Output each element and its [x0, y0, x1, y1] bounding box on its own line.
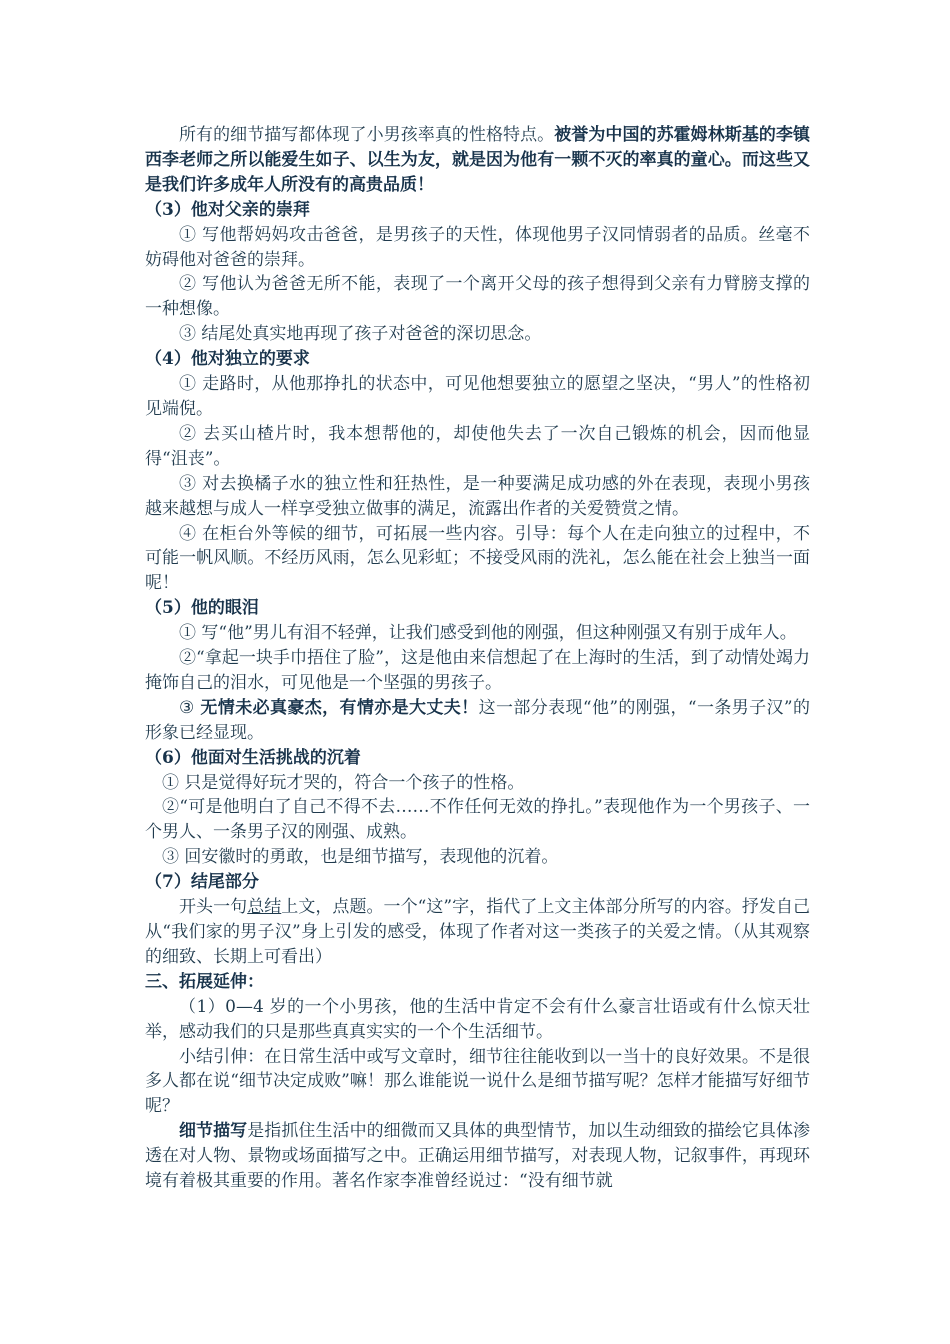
s3-item-3: ③ 结尾处真实地再现了孩子对爸爸的深切思念。: [179, 324, 542, 345]
section-heading-7: （7）结尾部分: [145, 872, 259, 893]
s5-item-3-bold: 无情未必真豪杰，有情亦是大丈夫！: [200, 697, 479, 718]
intro-text: 所有的细节描写都体现了小男孩率真的性格特点。: [179, 125, 555, 145]
s4-item-4: ④ 在柜台外等候的细节，可拓展一些内容。引导：每个人在走向独立的过程中，不可能一帆风顺。不经历风雨，怎么见彩虹；不接受风雨的洗礼，怎么能在社会上独当一面呢！: [145, 523, 810, 594]
s6-item-1: ① 只是觉得好玩才哭的，符合一个孩子的性格。: [162, 772, 525, 793]
extension-heading: 三、拓展延伸：: [145, 971, 264, 992]
s7-text-a: 开头一句: [179, 897, 248, 918]
ext-definition-text: 是指抓住生活中的细微而又具体的典型情节，加以生动细致的描绘它具体渗透在对人物、景物或场面描写之中。正确运用细节描写，对表现人物，记叙事件，再现环境有着极其重要的作用。著名作家李准曾经说过：“没有细节就: [145, 1121, 811, 1192]
s7-underlined-word: 总结: [247, 897, 282, 918]
s5-item-3-prefix: ③: [179, 697, 201, 718]
ext-term-bold: 细节描写: [179, 1121, 248, 1142]
s4-item-2: ② 去买山楂片时，我本想帮他的，却使他失去了一次自己锻炼的机会，因而他显得“沮丧”。: [145, 423, 810, 469]
s6-item-2: ②“可是他明白了自己不得不去……不作任何无效的挣扎。”表现他作为一个男孩子、一个男人、一条男子汉的刚强、成熟。: [145, 797, 810, 843]
s3-item-2: ② 写他认为爸爸无所不能，表现了一个离开父母的孩子想得到父亲有力臂膀支撑的一种想像。: [145, 274, 810, 320]
section-heading-4: （4）他对独立的要求: [145, 349, 310, 370]
ext-paragraph-2: 小结引伸：在日常生活中或写文章时，细节往往能收到以一当十的良好效果。不是很多人都在说“细节决定成败”嘛！那么谁能说一说什么是细节描写呢？怎样才能描写好细节呢？: [145, 1046, 810, 1117]
ext-paragraph-1: （1）0—4 岁的一个小男孩，他的生活中肯定不会有什么豪言壮语或有什么惊天壮举，感动我们的只是那些真真实实的一个个生活细节。: [145, 996, 810, 1042]
s5-item-3: [145, 696, 810, 746]
section-heading-3: （3）他对父亲的崇拜: [145, 199, 310, 220]
s3-item-1: ① 写他帮妈妈攻击爸爸，是男孩子的天性，体现他男子汉同情弱者的品质。丝毫不妨碍他对爸爸的崇拜。: [145, 224, 810, 270]
s5-item-3-rest: 这一部分表现“他”的刚强，“一条男子汉”的形象已经显现。: [145, 697, 810, 743]
intro-bold-text: 被誉为中国的苏霍姆林斯基的李镇西李老师之所以能爱生如子、以生为友，就是因为他有一颗不灭的率真的童心。而这些又是我们许多成年人所没有的高贵品质！: [145, 125, 811, 195]
section-heading-5: （5）他的眼泪: [145, 598, 259, 619]
ext-paragraph-3: [145, 1119, 810, 1194]
s7-text-b: 上文，点题。一个“这”字，指代了上文主体部分所写的内容。抒发自己从“我们家的男子汉”身上引发的感受，体现了作者对这一类孩子的关爱之情。（从其观察的细致、长期上可看出）: [145, 897, 811, 967]
intro-paragraph: [145, 123, 810, 198]
section-heading-6: （6）他面对生活挑战的沉着: [145, 747, 361, 768]
document-body: [145, 123, 810, 1194]
s7-paragraph: [145, 895, 810, 970]
s4-item-3: ③ 对去换橘子水的独立性和狂热性，是一种要满足成功感的外在表现，表现小男孩越来越想与成人一样享受独立做事的满足，流露出作者的关爱赞赏之情。: [145, 473, 810, 519]
s5-item-1: ① 写“他”男儿有泪不轻弹，让我们感受到他的刚强，但这种刚强又有别于成年人。: [179, 623, 797, 644]
s5-item-2: ②“拿起一块手巾捂住了脸”，这是他由来信想起了在上海时的生活，到了动情处竭力掩饰自己的泪水，可见他是一个坚强的男孩子。: [145, 648, 810, 693]
s4-item-1: ① 走路时，从他那挣扎的状态中，可见他想要独立的愿望之坚决，“男人”的性格初见端倪。: [145, 374, 810, 419]
s6-item-3: ③ 回安徽时的勇敢，也是细节描写，表现他的沉着。: [162, 847, 559, 868]
